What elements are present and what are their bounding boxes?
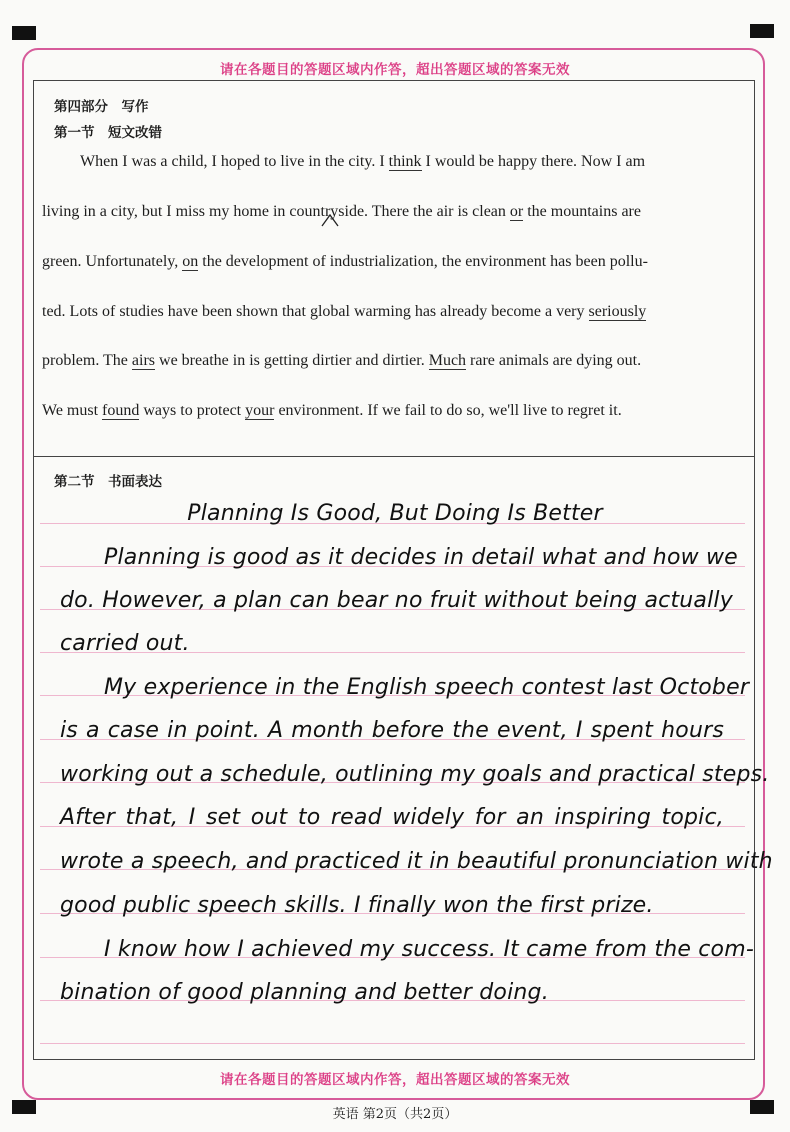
essay-line: bination of good planning and better doing.	[60, 980, 549, 1005]
essay-line: do. However, a plan can bear no fruit without being actually	[60, 588, 733, 613]
essay-line: carried out.	[60, 631, 190, 656]
marked-word: found	[102, 402, 140, 419]
essay-line: I know how I achieved my success. It came from the com-	[104, 937, 754, 962]
page-footer: 英语 第2页（共2页）	[332, 1107, 458, 1122]
correction-line: green. Unfortunately, on the development of industrialization, the environment has been pollu-	[42, 253, 648, 270]
correction-line: problem. The airs we breathe in is getting dirtier and dirtier. Much rare animals are dying out.	[42, 352, 642, 369]
marked-word: on	[182, 253, 199, 270]
essay-line: working out a schedule, outlining my goals and practical steps.	[60, 762, 770, 787]
marked-word: your	[245, 402, 275, 419]
marked-word: airs	[131, 352, 156, 369]
correction-line: When I was a child, I hoped to live in the city. I think I would be happy there. Now I am	[80, 153, 646, 170]
marked-word: or	[509, 203, 524, 220]
registration-mark-top-left	[12, 26, 36, 40]
correction-line: ted. Lots of studies have been shown that global warming has already become a very seriously	[42, 303, 647, 320]
notice-bottom: 请在各题目的答题区域内作答，超出答题区域的答案无效	[220, 1072, 570, 1088]
part-title: 第四部分 写作	[54, 99, 149, 115]
essay-line: wrote a speech, and practiced it in beautiful pronunciation with	[60, 849, 773, 874]
registration-mark-top-right	[750, 24, 774, 38]
essay-line: good public speech skills. I finally won the first prize.	[60, 893, 654, 918]
essay-line: is a case in point. A month before the event, I spent hours	[60, 718, 724, 743]
marked-word: seriously	[588, 303, 647, 320]
essay-title: Planning Is Good, But Doing Is Better	[187, 501, 603, 526]
marked-word: think	[388, 153, 422, 170]
writing-rule	[40, 1043, 745, 1044]
essay-line: After that, I set out to read widely for an inspiring topic,	[60, 805, 724, 830]
essay-line: Planning is good as it decides in detail what and how we	[104, 545, 738, 570]
correction-line: We must found ways to protect your environment. If we fail to do so, we'll live to regret it.	[42, 402, 622, 419]
marked-word: Much	[428, 352, 467, 369]
section2-title: 第二节 书面表达	[54, 474, 162, 490]
section1-title: 第一节 短文改错	[54, 125, 162, 141]
notice-top: 请在各题目的答题区域内作答，超出答题区域的答案无效	[220, 62, 570, 78]
essay-line: My experience in the English speech contest last October	[104, 675, 750, 700]
correction-line: living in a city, but I miss my home in countryside. There the air is clean or the mountains are	[42, 203, 641, 220]
insertion-caret-icon	[321, 213, 339, 227]
